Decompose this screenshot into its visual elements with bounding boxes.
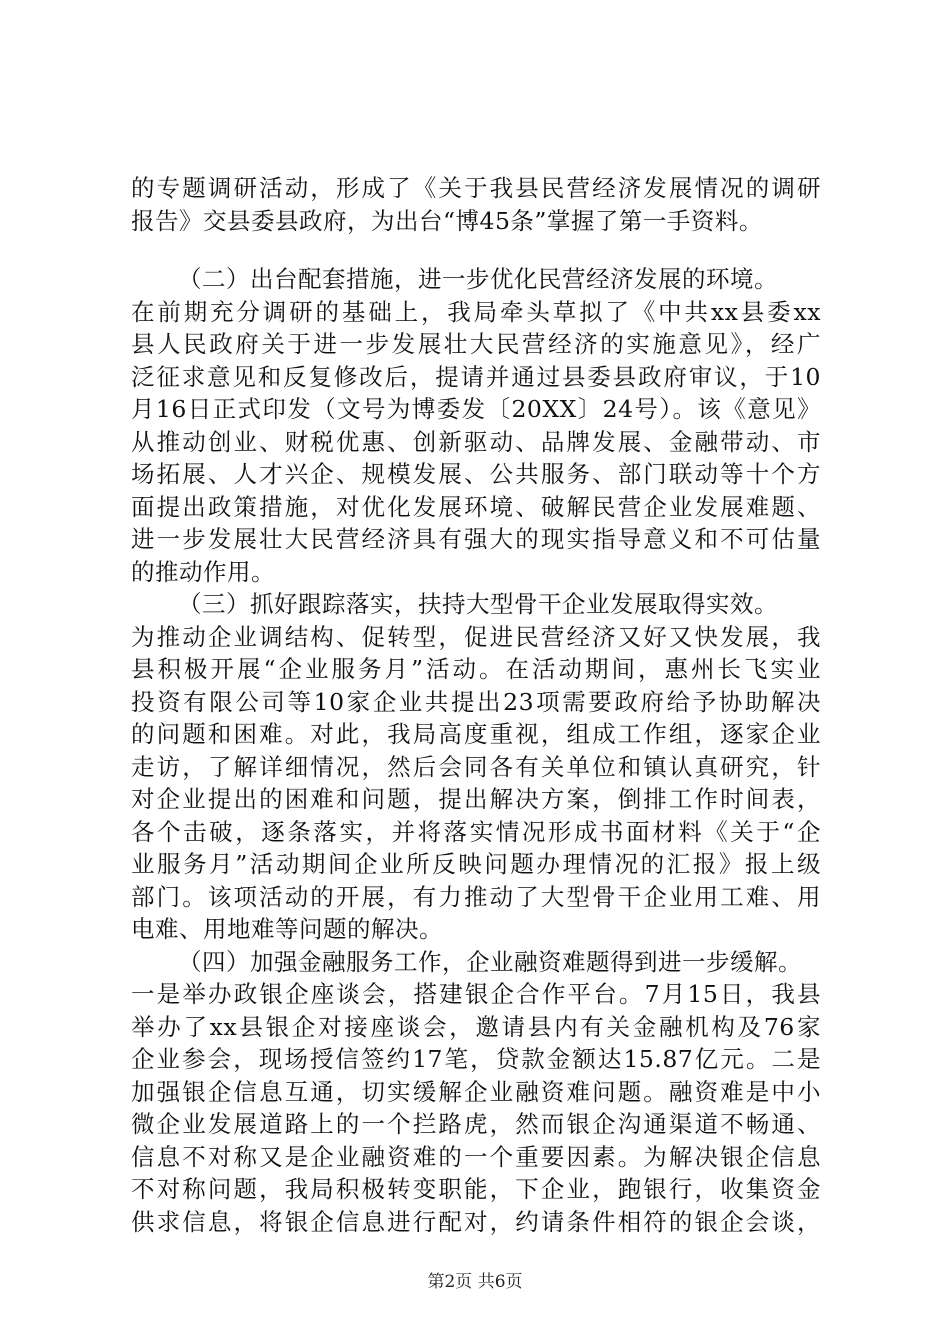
text-line: 进一步发展壮大民营经济具有强大的现实指导意义和不可估量: [131, 525, 821, 553]
paragraph-2: [131, 263, 821, 588]
text-line: （四）加强金融服务工作，企业融资难题得到进一步缓解。: [178, 947, 802, 976]
text-line: 泛征求意见和反复修改后，提请并通过县委县政府审议，于10: [131, 362, 821, 391]
text-line: 的推动作用。: [131, 557, 275, 586]
text-line: （二）出台配套措施，进一步优化民营经济发展的环境。: [178, 265, 778, 293]
text-line: 部门。该项活动的开展，有力推动了大型骨干企业用工难、用: [131, 882, 821, 911]
text-line: 微企业发展道路上的一个拦路虎，然而银企沟通渠道不畅通、: [131, 1110, 821, 1138]
text-line: 从推动创业、财税优惠、创新驱动、品牌发展、金融带动、市: [131, 427, 821, 456]
text-line: 在前期充分调研的基础上，我局牵头草拟了《中共xx县委xx: [131, 297, 821, 326]
text-line: 不对称问题，我局积极转变职能，下企业，跑银行，收集资金: [131, 1175, 821, 1203]
text-line: 县人民政府关于进一步发展壮大民营经济的实施意见》，经广: [131, 330, 821, 358]
text-line: 的问题和困难。对此，我局高度重视，组成工作组，逐家企业: [131, 720, 821, 748]
text-line: 的专题调研活动，形成了《关于我县民营经济发展情况的调研: [131, 174, 821, 202]
document-body: [131, 172, 821, 1238]
text-line: 投资有限公司等10家企业共提出23项需要政府给予协助解决: [131, 687, 821, 716]
text-line: 举办了xx县银企对接座谈会，邀请县内有关金融机构及76家: [131, 1012, 821, 1041]
text-line: 供求信息，将银企信息进行配对，约请条件相符的银企会谈，: [131, 1207, 821, 1236]
text-line: 信息不对称又是企业融资难的一个重要因素。为解决银企信息: [131, 1142, 821, 1171]
text-line: （三）抓好跟踪落实，扶持大型骨干企业发展取得实效。: [178, 590, 778, 618]
paragraph-3: [131, 588, 821, 946]
text-line: 各个击破，逐条落实，并将落实情况形成书面材料《关于“企: [131, 817, 821, 846]
text-line: 场拓展、人才兴企、规模发展、公共服务、部门联动等十个方: [131, 460, 821, 488]
text-line: 对企业提出的困难和问题，提出解决方案，倒排工作时间表，: [131, 785, 821, 813]
paragraph-1: [131, 172, 821, 237]
text-line: 电难、用地难等问题的解决。: [131, 915, 443, 943]
text-line: 月16日正式印发（文号为博委发〔20XX〕24号）。该《意见》: [131, 395, 821, 423]
text-line: 企业参会，现场授信签约17笔，贷款金额达15.87亿元。二是: [131, 1045, 821, 1073]
text-line: 业服务月”活动期间企业所反映问题办理情况的汇报》报上级: [131, 850, 821, 878]
text-line: 报告》交县委县政府，为出台“博45条”掌握了第一手资料。: [131, 206, 763, 235]
paragraph-4: [131, 946, 821, 1239]
page-footer: 第2页 共6页: [427, 1272, 523, 1292]
text-line: 一是举办政银企座谈会，搭建银企合作平台。7月15日，我县: [131, 980, 821, 1008]
text-line: 为推动企业调结构、促转型，促进民营经济又好又快发展，我: [131, 622, 821, 651]
text-line: 加强银企信息互通，切实缓解企业融资难问题。融资难是中小: [131, 1077, 821, 1106]
text-line: 面提出政策措施，对优化发展环境、破解民营企业发展难题、: [131, 492, 821, 521]
text-line: 走访，了解详细情况，然后会同各有关单位和镇认真研究，针: [131, 752, 821, 781]
text-line: 县积极开展“企业服务月”活动。在活动期间，惠州长飞实业: [131, 655, 821, 683]
